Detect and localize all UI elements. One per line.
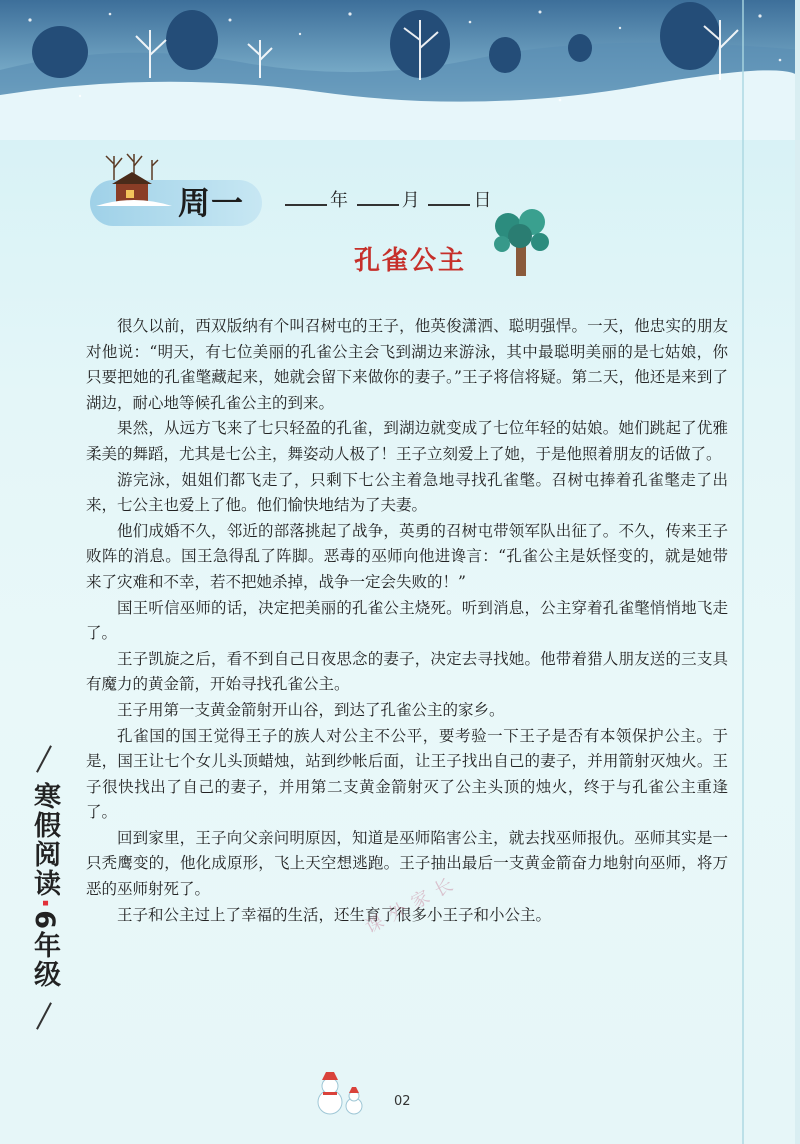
story-paragraph: 他们成婚不久，邻近的部落挑起了战争，英勇的召树屯带领军队出征了。不久，传来王子败阵的消息。国王急得乱了阵脚。恶毒的巫师向他进谗言：“孔雀公主是妖怪变的，就是她带来了灾难和不幸，若不把她杀掉，战争一定会失败的！” xyxy=(86,521,728,591)
green-tree-icon xyxy=(490,208,552,278)
story-title: 孔雀公主 xyxy=(354,246,467,276)
day-field-label: 日 xyxy=(473,190,492,211)
book-name: 寒假阅读 xyxy=(29,782,60,898)
winter-forest-banner xyxy=(0,0,800,140)
page-edge xyxy=(795,0,800,1144)
date-fields xyxy=(282,186,491,212)
story-paragraph: 游完泳，姐姐们都飞走了，只剩下七公主着急地寻找孔雀氅。召树屯捧着孔雀氅走了出来，七公主也爱上了他。他们愉快地结为了夫妻。 xyxy=(86,470,728,515)
page-number: 02 xyxy=(394,1094,411,1109)
grade-level: 6年级 xyxy=(29,910,60,990)
story-paragraph: 王子凯旋之后，看不到自己日夜思念的妻子，决定去寻找她。他带着猎人朋友送的三支具有魔力的黄金箭，开始寻找孔雀公主。 xyxy=(86,649,728,694)
grade-label-text xyxy=(27,782,61,989)
story-paragraph: 孔雀国的国王觉得王子的族人对公主不公平，要考验一下王子是否有本领保护公主。于是，国王让七个女儿头顶蜡烛，站到纱帐后面，让王子找出自己的妻子，并用箭射灭烛火。王子很快找出了自己的妻子，并用第二支黄金箭射灭了公主头顶的烛火，终于与孔雀公主重逢了。 xyxy=(86,726,728,822)
story-paragraph: 很久以前，西双版纳有个叫召树屯的王子，他英俊潇洒、聪明强悍。一天，他忠实的朋友对他说：“明天，有七位美丽的孔雀公主会飞到湖边来游泳，其中最聪明美丽的是七姑娘，你只要把她的孔雀氅藏起来，她就会留下来做你的妻子。”王子将信将疑。第二天，他还是来到了湖边，耐心地等候孔雀公主的到来。 xyxy=(86,317,728,412)
story-paragraph: 王子和公主过上了幸福的生活，还生育了很多小王子和小公主。 xyxy=(117,905,552,924)
day-blank[interactable] xyxy=(428,188,470,206)
year-blank[interactable] xyxy=(285,188,327,206)
snowman-icon xyxy=(312,1070,372,1116)
story-body xyxy=(86,314,728,928)
page-fold-line xyxy=(742,0,744,1144)
year-label: 年 xyxy=(330,190,348,211)
month-label: 月 xyxy=(401,190,420,211)
story-paragraph: 果然，从远方飞来了七只轻盈的孔雀，到湖边就变成了七位年轻的姑娘。她们跳起了优雅柔美的舞蹈，尤其是七公主，舞姿动人极了！王子立刻爱上了她，于是他照着朋友的话做了。 xyxy=(86,419,728,463)
separator-dot: · xyxy=(29,898,60,911)
divider xyxy=(36,745,52,772)
story-paragraph: 王子用第一支黄金箭射开山谷，到达了孔雀公主的家乡。 xyxy=(117,700,505,719)
month-blank[interactable] xyxy=(357,188,399,206)
snowy-cabin-icon xyxy=(94,150,174,210)
watermark: 课外家长 xyxy=(361,870,464,939)
divider xyxy=(36,1002,52,1029)
story-paragraph: 回到家里，王子向父亲问明原因，知道是巫师陷害公主，就去找巫师报仇。巫师其实是一只秃鹰变的，他化成原形，飞上天空想逃跑。王子抽出最后一支黄金箭奋力地射向巫师，将万恶的巫师射死了。 xyxy=(86,828,728,899)
day-label: 周一 xyxy=(178,184,245,222)
grade-side-label xyxy=(26,744,62,1031)
story-paragraph: 国王听信巫师的话，决定把美丽的孔雀公主烧死。听到消息，公主穿着孔雀氅悄悄地飞走了。 xyxy=(86,598,728,643)
